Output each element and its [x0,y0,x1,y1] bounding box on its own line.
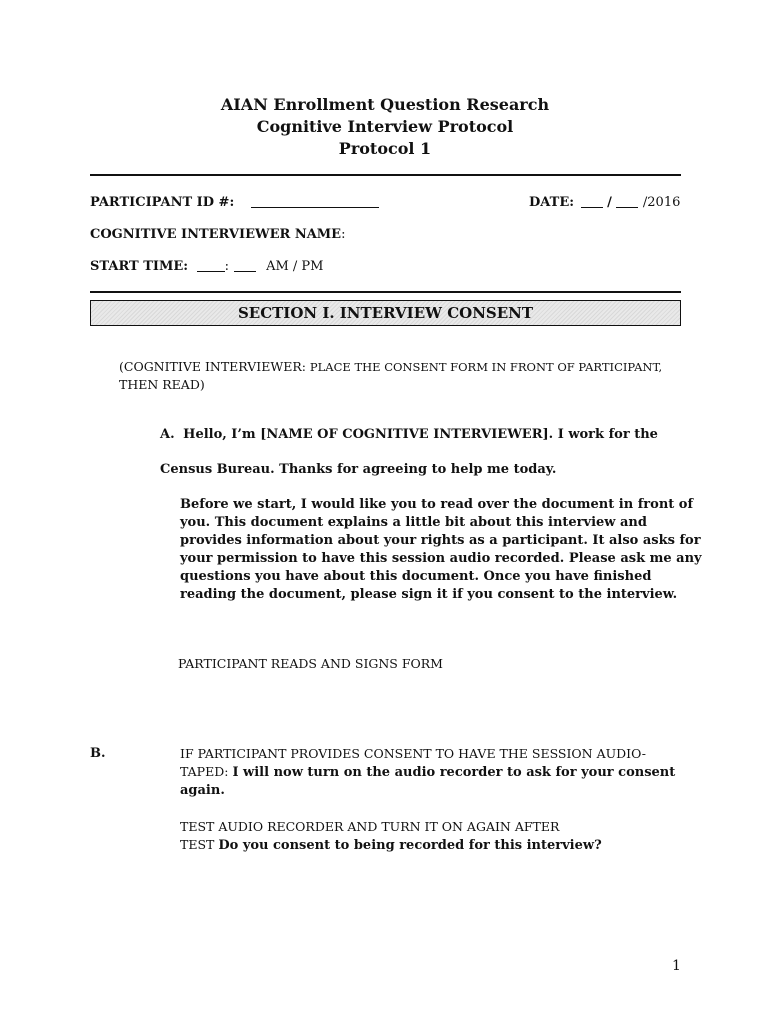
consent-line: reading the document, please sign it if you consent to the interview. [180,587,678,602]
item-b-block [180,745,675,800]
participant-id-row [90,195,379,211]
instruction-text: PLACE THE CONSENT FORM IN FRONT OF PARTICIPANT, [309,360,663,374]
instruction-line-2: THEN READ) [119,377,205,392]
participant-id-label: PARTICIPANT ID #: [90,195,235,210]
date-year: /2016 [642,195,681,210]
start-time-row [90,259,323,275]
consent-line: you. This document explains a little bit about this interview and [180,515,647,530]
document-title-line-1: AIAN Enrollment Question Research [220,95,550,114]
item-a-line-1 [160,426,658,444]
interviewer-name-label: COGNITIVE INTERVIEWER NAME [90,227,342,242]
interviewer-name-colon: : [341,227,346,242]
test-line-1: TEST AUDIO RECORDER AND TURN IT ON AGAIN AFTER [180,819,560,834]
item-a-line-2: Census Bureau. Thanks for agreeing to help me today. [160,462,557,477]
start-time-label: START TIME: [90,259,189,274]
header-divider [90,174,681,176]
date-row [529,195,680,211]
consent-line: Before we start, I would like you to read over the document in front of [180,497,694,512]
item-b-line-2-instruction: TAPED: [180,764,233,779]
item-a-text-1: Hello, I’m [NAME OF COGNITIVE INTERVIEWER]. I work for the [183,427,658,442]
start-time-hour-field[interactable] [197,259,225,272]
start-time-colon: : [224,259,229,274]
date-month-field[interactable] [581,195,603,208]
section-header-box [90,300,681,326]
participant-id-field[interactable] [251,195,379,208]
consent-line: questions you have about this document. Once you have finished [180,569,652,584]
item-b-line-1: IF PARTICIPANT PROVIDES CONSENT TO HAVE THE SESSION AUDIO- [180,746,647,761]
page-number: 1 [672,958,681,974]
item-b-marker: B. [90,746,106,761]
consent-line: provides information about your rights as a participant. It also asks for [180,533,701,548]
item-b-line-3: again. [180,783,225,798]
date-day-field[interactable] [616,195,638,208]
interviewer-instruction [119,358,662,394]
instruction-prefix: (COGNITIVE INTERVIEWER: [119,359,310,374]
start-time-minute-field[interactable] [234,259,256,272]
test-line-2-script: Do you consent to being recorded for this interview? [218,838,602,853]
date-label: DATE: [529,195,575,210]
item-b-line-2-script: I will now turn on the audio recorder to ask for your consent [232,765,676,780]
test-recorder-block [180,818,602,855]
date-separator: / [607,195,612,210]
test-line-2-instruction: TEST [180,837,219,852]
participant-reads-instruction: PARTICIPANT READS AND SIGNS FORM [178,656,443,671]
document-title-line-2: Cognitive Interview Protocol [256,117,514,136]
consent-line: your permission to have this session audio recorded. Please ask me any [180,551,702,566]
section-title: SECTION I. INTERVIEW CONSENT [237,304,534,322]
am-pm-option: AM / PM [266,259,324,274]
item-a-marker: A. [160,427,175,442]
consent-paragraph [180,496,702,604]
document-title-line-3: Protocol 1 [338,139,432,158]
section-divider [90,291,681,293]
interviewer-name-row [90,227,345,243]
